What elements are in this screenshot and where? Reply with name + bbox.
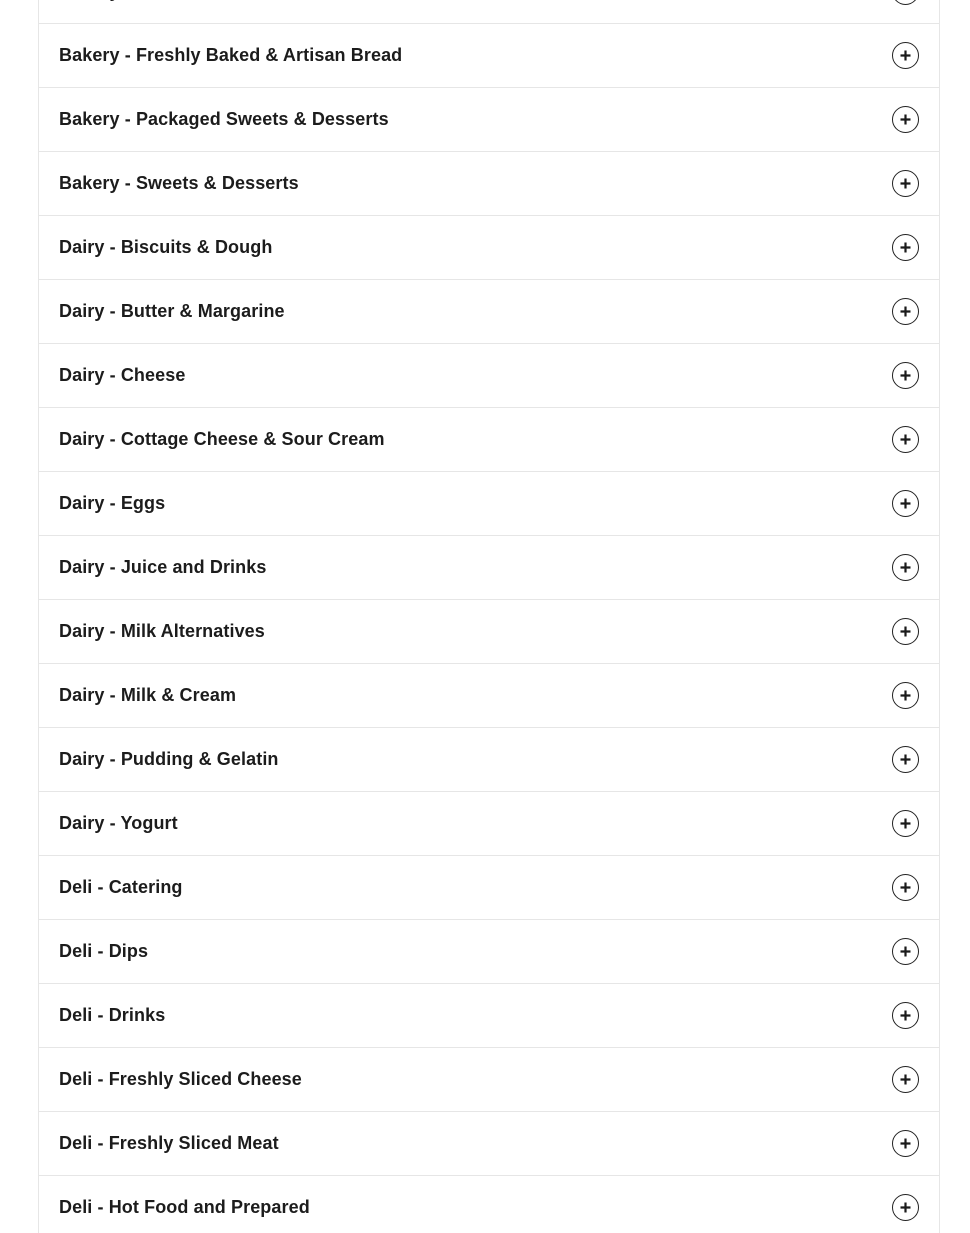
- accordion-item-label: Dairy - Butter & Margarine: [59, 301, 285, 321]
- plus-circle-icon[interactable]: [892, 106, 919, 133]
- accordion-item-label: Dairy - Cheese: [59, 365, 186, 385]
- plus-circle-icon[interactable]: [892, 426, 919, 453]
- accordion-item-label: Dairy - Eggs: [59, 493, 166, 513]
- plus-circle-icon[interactable]: [892, 746, 919, 773]
- accordion-item-label: Bakery - Freshly Baked & Artisan Bread: [59, 45, 403, 65]
- accordion-item[interactable]: [39, 1048, 939, 1112]
- accordion-item-label: Deli - Dips: [59, 941, 149, 961]
- accordion-item[interactable]: [39, 600, 939, 664]
- accordion-item[interactable]: [39, 920, 939, 984]
- plus-circle-icon[interactable]: [892, 298, 919, 325]
- accordion-item[interactable]: [39, 664, 939, 728]
- accordion-item[interactable]: [39, 152, 939, 216]
- accordion-item[interactable]: [39, 536, 939, 600]
- accordion-item[interactable]: [39, 1112, 939, 1176]
- accordion-item-label: Dairy - Milk Alternatives: [59, 621, 265, 641]
- accordion-item[interactable]: [39, 24, 939, 88]
- category-accordion: [38, 0, 940, 1233]
- plus-circle-icon[interactable]: [892, 0, 919, 5]
- plus-circle-icon[interactable]: [892, 810, 919, 837]
- plus-circle-icon[interactable]: [892, 554, 919, 581]
- accordion-item[interactable]: [39, 216, 939, 280]
- plus-circle-icon[interactable]: [892, 938, 919, 965]
- plus-circle-icon[interactable]: [892, 682, 919, 709]
- plus-circle-icon[interactable]: [892, 234, 919, 261]
- accordion-item-label: [59, 0, 249, 2]
- accordion-item-label: Dairy - Milk & Cream: [59, 685, 237, 705]
- accordion-item[interactable]: [39, 408, 939, 472]
- accordion-item-label: Deli - Hot Food and Prepared: [59, 1197, 310, 1217]
- accordion-item[interactable]: [39, 0, 939, 24]
- plus-circle-icon[interactable]: [892, 170, 919, 197]
- accordion-item[interactable]: [39, 728, 939, 792]
- accordion-item[interactable]: [39, 1176, 939, 1233]
- accordion-item[interactable]: [39, 280, 939, 344]
- accordion-item[interactable]: [39, 344, 939, 408]
- accordion-item-label: Dairy - Biscuits & Dough: [59, 237, 273, 257]
- plus-circle-icon[interactable]: [892, 1130, 919, 1157]
- plus-circle-icon[interactable]: [892, 42, 919, 69]
- plus-circle-icon[interactable]: [892, 618, 919, 645]
- accordion-item[interactable]: [39, 984, 939, 1048]
- accordion-item-label: Dairy - Juice and Drinks: [59, 557, 267, 577]
- plus-circle-icon[interactable]: [892, 1002, 919, 1029]
- accordion-item[interactable]: [39, 88, 939, 152]
- plus-circle-icon[interactable]: [892, 1194, 919, 1221]
- plus-circle-icon[interactable]: [892, 362, 919, 389]
- accordion-item-label: Deli - Freshly Sliced Meat: [59, 1133, 279, 1153]
- plus-circle-icon[interactable]: [892, 490, 919, 517]
- accordion-item-label: Bakery - Packaged Sweets & Desserts: [59, 109, 389, 129]
- accordion-item-label: Dairy - Yogurt: [59, 813, 178, 833]
- plus-circle-icon[interactable]: [892, 1066, 919, 1093]
- plus-circle-icon[interactable]: [892, 874, 919, 901]
- accordion-item[interactable]: [39, 856, 939, 920]
- accordion-item[interactable]: [39, 792, 939, 856]
- accordion-item-label: Deli - Catering: [59, 877, 183, 897]
- accordion-item-label: Bakery - Sweets & Desserts: [59, 173, 299, 193]
- accordion-item[interactable]: [39, 472, 939, 536]
- accordion-item-label: Deli - Freshly Sliced Cheese: [59, 1069, 302, 1089]
- accordion-item-label: Dairy - Pudding & Gelatin: [59, 749, 279, 769]
- accordion-item-label: Deli - Drinks: [59, 1005, 166, 1025]
- accordion-item-label: Dairy - Cottage Cheese & Sour Cream: [59, 429, 385, 449]
